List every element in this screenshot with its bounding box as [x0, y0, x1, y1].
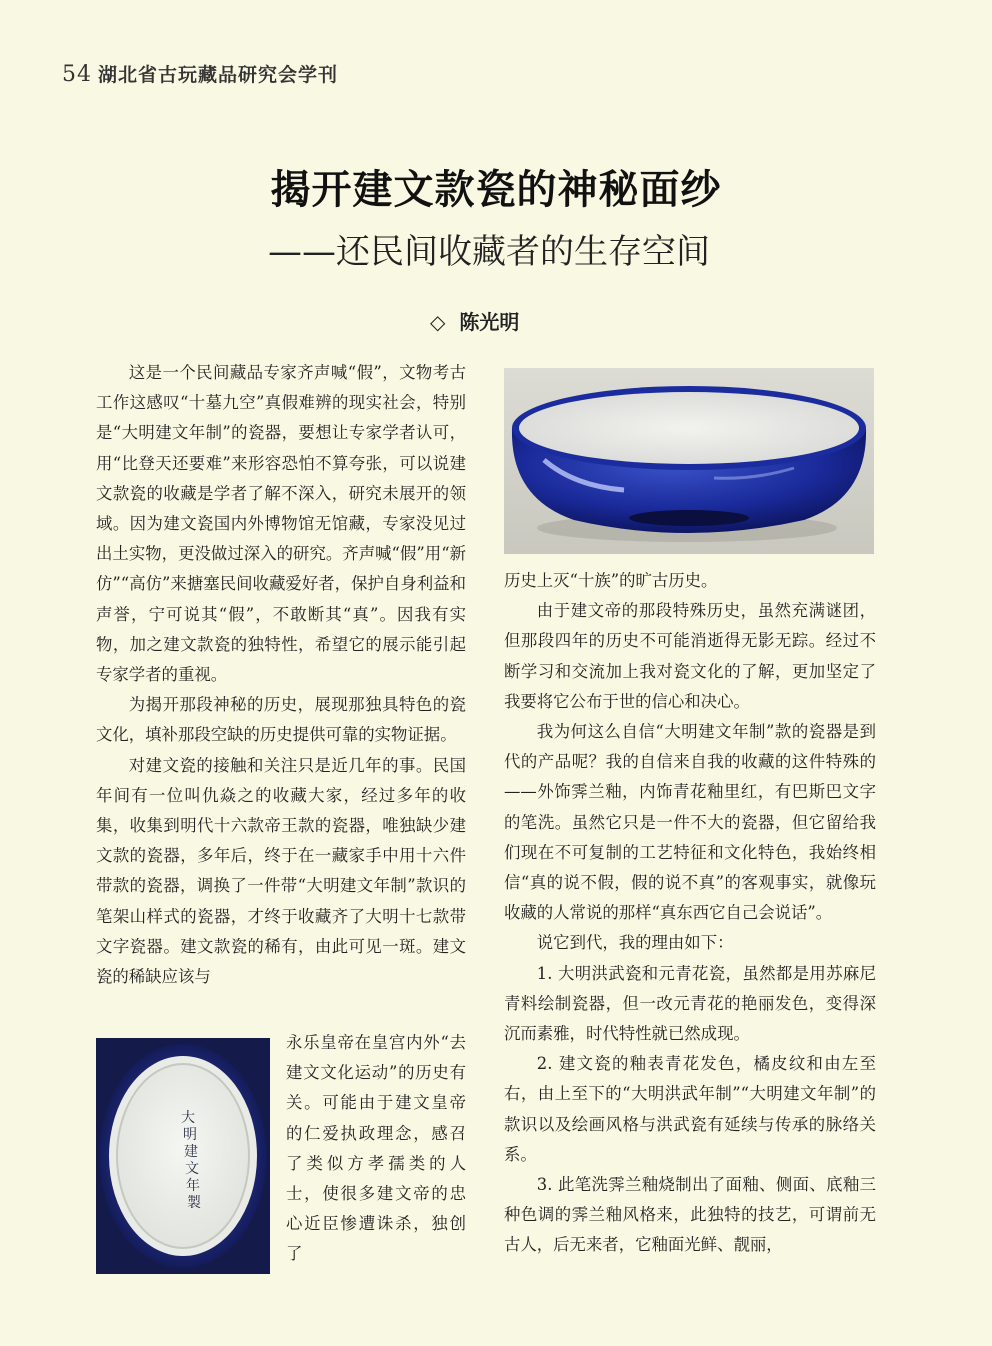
- author-name: 陈光明: [459, 310, 520, 334]
- paragraph: 对建文瓷的接触和关注只是近几年的事。民国年间有一位叫仇焱之的收藏大家，经过多年的收集，收集到明代十六款帝王款的瓷器，唯独缺少建文款的瓷器，多年后，终于在一藏家手中用十六件带款的瓷器，调换了一件带“大明建文年制”款识的笔架山样式的瓷器，才终于收藏齐了大明十七款带文字瓷器。建文款瓷的稀有，由此可见一斑。建文瓷的稀缺应该与: [96, 755, 466, 987]
- paragraph: 我为何这么自信“大明建文年制”款的瓷器是到代的产品呢？我的自信来自我的收藏的这件特殊的——外饰霁兰釉，内饰青花釉里红，有巴斯巴文字的笔洗。虽然它只是一件不大的瓷器，但它留给我们现在不可复制的工艺特征和文化特色，我始终相信“真的说不假，假的说不真”的客观事实，就像玩收藏的人常说的那样“真东西它自己会说话”。: [504, 722, 876, 923]
- page-number: 54: [62, 62, 92, 87]
- journal-name: 湖北省古玩藏品研究会学刊: [98, 64, 339, 86]
- paragraph: 历史上灭“十族”的旷古历史。: [504, 571, 718, 590]
- paragraph: 3. 此笔洗霁兰釉烧制出了面釉、侧面、底釉三种色调的霁兰釉风格来，此独特的技艺，可谓前无古人，后无来者，它釉面光鲜、靓丽，: [504, 1175, 876, 1255]
- plate-mark-char: 明: [183, 1127, 197, 1143]
- plate-mark-char: 年: [186, 1178, 200, 1194]
- paragraph: 为揭开那段神秘的历史，展现那独具特色的瓷文化，填补那段空缺的历史提供可靠的实物证据。: [96, 695, 466, 745]
- plate-mark-char: 大: [181, 1110, 195, 1126]
- running-header: [62, 60, 338, 87]
- article-title: 揭开建文款瓷的神秘面纱: [270, 166, 722, 213]
- paragraph: 说它到代，我的理由如下：: [536, 933, 734, 953]
- paragraph: 这是一个民间藏品专家齐声喊“假”，文物考古工作这感叹“十墓九空”真假难辨的现实社会，特别是“大明建文年制”的瓷器，要想让专家学者认可，用“比登天还要难”来形容恐怕不算夸张，可以说建文款瓷的收藏是学者了解不深入，研究未展开的领域。因为建文瓷国内外博物馆无馆藏，专家没见过出土实物，更没做过深入的研究。齐声喊“假”用“新仿”“高仿”来搪塞民间收藏爱好者，保护自身利益和声誉，宁可说其“假”，不敢断其“真”。因我有实物，加之建文款瓷的独特性，希望它的展示能引起专家学者的重视。: [96, 363, 466, 685]
- paragraph: 由于建文帝的那段特殊历史，虽然充满谜团，但那段四年的历史不可能消逝得无影无踪。经过不断学习和交流加上我对瓷文化的了解，更加坚定了我要将它公布于世的信心和决心。: [504, 601, 876, 711]
- paragraph: 2. 建文瓷的釉表青花发色，橘皮纹和由左至右，由上至下的“大明洪武年制”“大明建文年制”的款识以及绘画风格与洪武瓷有延续与传承的脉络关系。: [504, 1054, 876, 1164]
- diamond-icon: ◇: [430, 310, 446, 334]
- plate-photo: [96, 1038, 270, 1274]
- author-line: [430, 306, 519, 335]
- bowl-photo: [504, 368, 874, 554]
- narrow-column: 永乐皇帝在皇宫内外“去建文文化运动”的历史有关。可能由于建文皇帝的仁爱执政理念，感召了类似方孝孺类的人士，使很多建文帝的忠心近臣惨遭诛杀，独创了: [286, 1033, 466, 1264]
- plate-mark-char: 製: [187, 1195, 201, 1211]
- article-subtitle: ——还民间收藏者的生存空间: [268, 232, 710, 272]
- plate-mark-char: 文: [185, 1161, 199, 1177]
- plate-mark-char: 建: [184, 1144, 198, 1160]
- right-column: [504, 566, 876, 1261]
- left-column: [96, 358, 466, 992]
- paragraph: 1. 大明洪武瓷和元青花瓷，虽然都是用苏麻尼青料绘制瓷器，但一改元青花的艳丽发色，变得深沉而素雅，时代特性就已然成现。: [504, 963, 876, 1044]
